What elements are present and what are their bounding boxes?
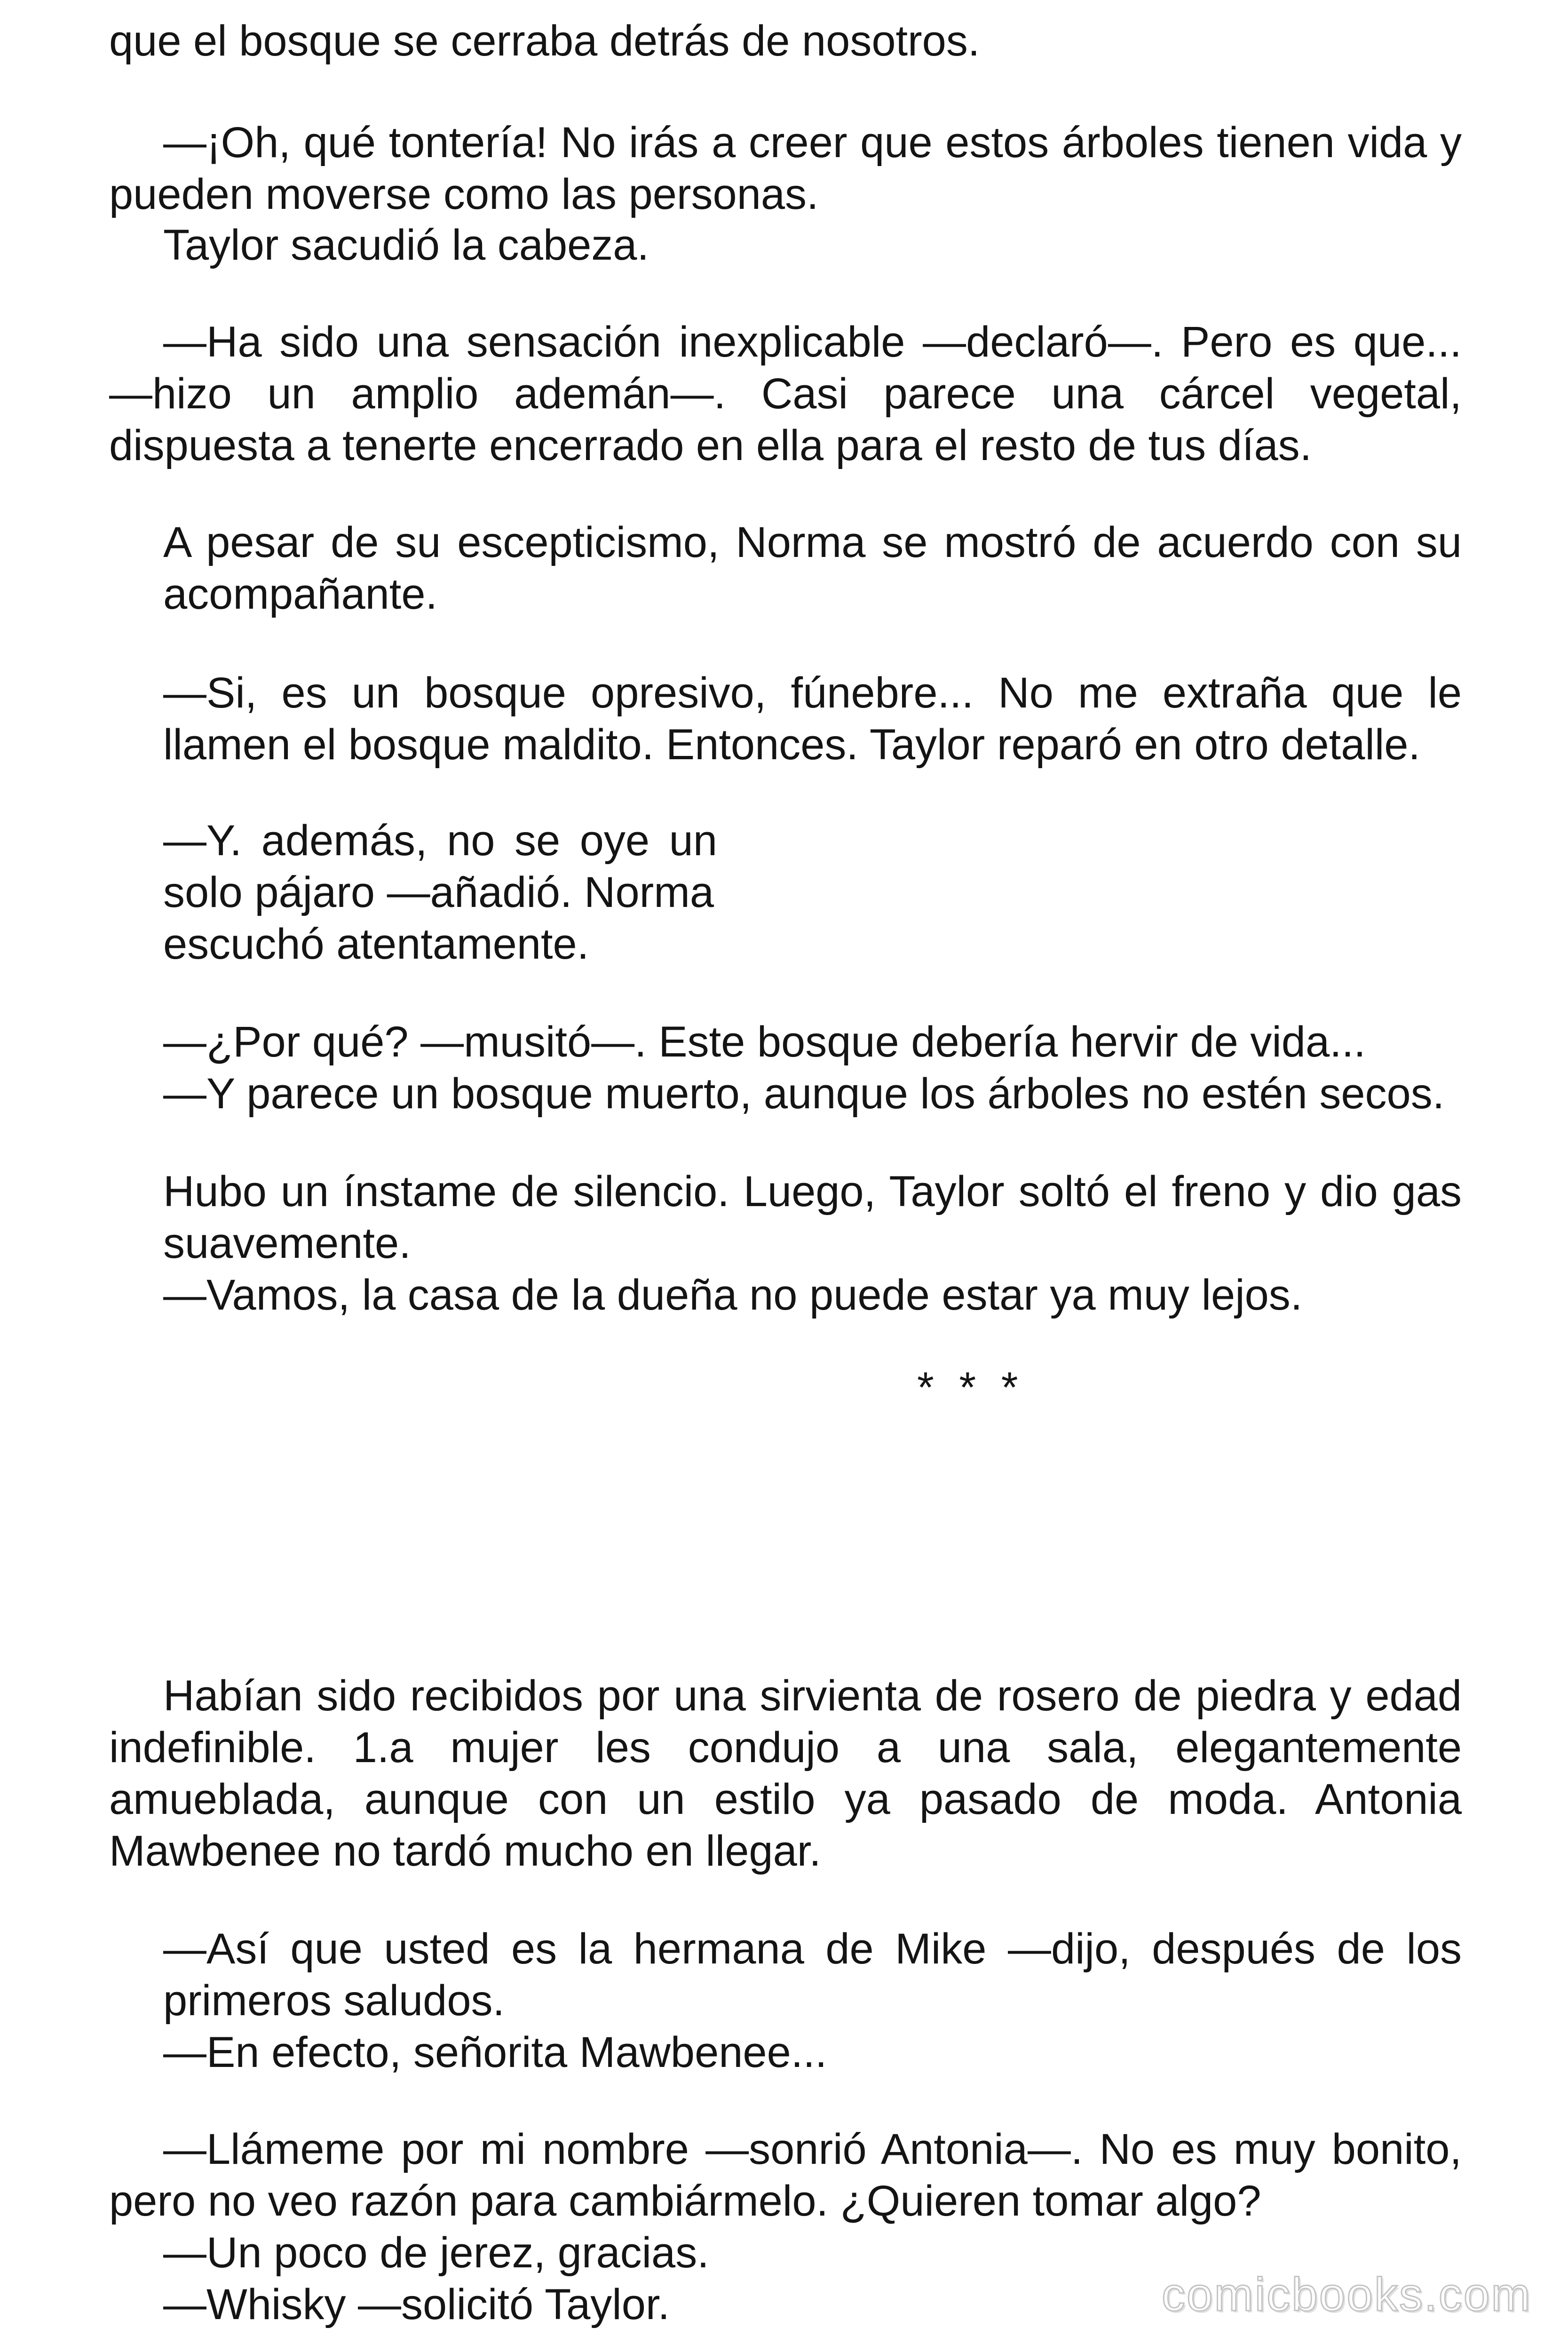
text-line: Taylor sacudió la cabeza. — [163, 221, 649, 269]
text-line: —hizo un amplio ademán—. Casi parece una cárcel vegetal, — [109, 370, 1462, 418]
watermark: comicbooks.com — [1162, 2268, 1532, 2321]
text-line: suavemente. — [163, 1219, 411, 1267]
text-line: primeros saludos. — [163, 1977, 505, 2025]
text-line: —Un poco de jerez, gracias. — [163, 2229, 709, 2277]
text-line: —Whisky —solicitó Taylor. — [163, 2280, 670, 2328]
text-line: que el bosque se cerraba detrás de nosotros. — [109, 17, 980, 65]
text-line: escuchó atentamente. — [163, 920, 589, 968]
text-line: —Ha sido una sensación inexplicable —declaró—. Pero es que... — [163, 318, 1462, 366]
text-line: indefinible. 1.a mujer les condujo a una sala, elegantemente — [109, 1724, 1462, 1772]
text-line: pueden moverse como las personas. — [109, 170, 819, 218]
text-line: —Y parece un bosque muerto, aunque los árboles no estén secos. — [163, 1070, 1445, 1118]
text-line: —¿Por qué? —musitó—. Este bosque debería hervir de vida... — [163, 1018, 1366, 1066]
text-line: solo pájaro —añadió. Norma — [163, 868, 714, 916]
text-line: acompañante. — [163, 570, 438, 618]
text-line: —Así que usted es la hermana de Mike —dijo, después de los — [163, 1925, 1462, 1973]
text-line: —Y. además, no se oye un — [163, 817, 717, 865]
text-line: pero no veo razón para cambiármelo. ¿Quieren tomar algo? — [109, 2177, 1261, 2225]
text-line: Hubo un ínstame de silencio. Luego, Taylor soltó el freno y dio gas — [163, 1168, 1462, 1216]
text-line: —Si, es un bosque opresivo, fúnebre... No me extraña que le — [163, 669, 1462, 717]
text-line: Mawbenee no tardó mucho en llegar. — [109, 1827, 821, 1875]
text-line: —Llámeme por mi nombre —sonrió Antonia—. No es muy bonito, — [163, 2125, 1462, 2173]
text-line: llamen el bosque maldito. Entonces. Taylor reparó en otro detalle. — [163, 721, 1420, 769]
text-line: —¡Oh, qué tontería! No irás a creer que estos árboles tienen vida y — [163, 119, 1462, 167]
text-line: Habían sido recibidos por una sirvienta de rosero de piedra y edad — [163, 1672, 1462, 1720]
text-line: dispuesta a tenerte encerrado en ella para el resto de tus días. — [109, 421, 1312, 469]
text-line: —En efecto, señorita Mawbenee... — [163, 2028, 827, 2076]
text-line: amueblada, aunque con un estilo ya pasado de moda. Antonia — [109, 1775, 1462, 1823]
text-line: —Vamos, la casa de la dueña no puede estar ya muy lejos. — [163, 1271, 1303, 1319]
section-separator: * * * — [917, 1364, 1025, 1412]
text-line: A pesar de su escepticismo, Norma se mostró de acuerdo con su — [163, 518, 1462, 566]
